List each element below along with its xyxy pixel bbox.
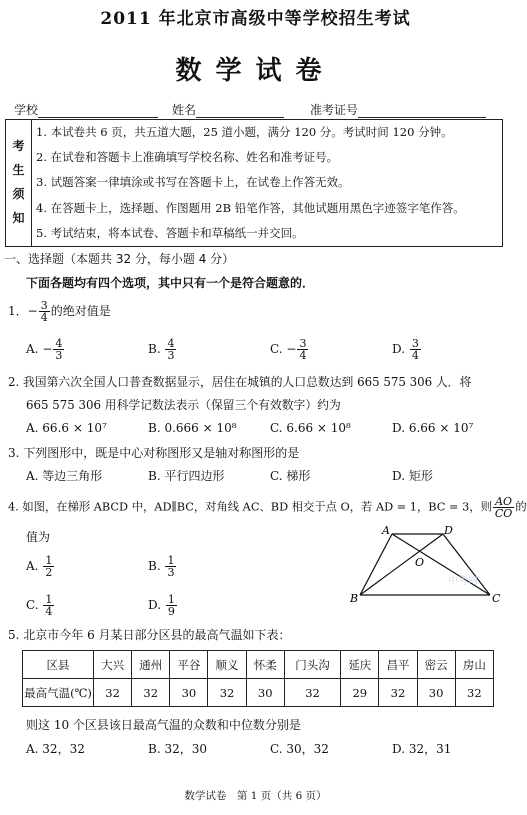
question-3-option-c[interactable]: C. 梯形 [270,469,311,483]
option-label: B. [148,342,161,356]
question-5-question: 则这 10 个区县该日最高气温的众数和中位数分别是 [26,718,301,732]
stem-end: 的 [515,500,527,514]
notice-label-char: 知 [12,211,25,225]
numerator: 4 [167,337,175,350]
vertex-label-o: O [415,556,425,569]
table-cell: 通州 [132,651,170,679]
numerator: 4 [55,337,63,350]
question-number: 1． [8,304,28,318]
school-blank [38,105,158,118]
fraction [39,300,50,323]
denominator: 4 [411,349,419,362]
name-field [172,101,284,118]
table-cell: 怀柔 [246,651,284,679]
notice-item: 2. 在试卷和答题卡上准确填写学校名称、姓名和准考证号。 [36,150,339,165]
diagonal-bd [360,534,443,595]
notice-label-char: 生 [12,163,25,177]
notice-item: 1. 本试卷共 6 页，共五道大题，25 道小题，满分 120 分。考试时间 120 分钟。 [36,125,453,139]
table-cell: 32 [284,679,340,707]
school-label: 学校 [14,103,39,117]
question-4-line-2: 值为 [26,530,51,544]
table-cell: 最高气温(℃) [23,679,94,707]
candidate-notice-box [5,119,503,247]
sign: − [286,342,297,356]
table-cell: 29 [341,679,379,707]
numerator: 3 [40,299,48,312]
ratio-fraction [493,496,514,519]
table-cell: 房山 [455,651,493,679]
question-5-option-c[interactable]: C. 30，32 [270,742,329,756]
option-label: A. [26,559,39,573]
vertex-label-d: D [444,524,453,537]
fraction [165,338,176,361]
table-cell: 平谷 [170,651,208,679]
question-3-option-a[interactable]: A. 等边三角形 [26,469,103,483]
denominator: 4 [45,605,53,618]
vertex-label-a: A [382,524,390,537]
notice-label [6,120,32,246]
question-5-option-a[interactable]: A. 32，32 [26,742,85,756]
denominator: 9 [167,605,175,618]
notice-item: 4. 在答题卡上，选择题、作图题用 2B 铅笔作答，其他试题用黑色字迹签字笔作答。 [36,200,465,215]
question-4-option-b[interactable] [148,555,177,578]
table-cell: 32 [94,679,132,707]
question-2-option-d[interactable]: D. 6.66 × 10⁷ [392,421,474,435]
table-cell: 密云 [417,651,455,679]
option-label: D. [148,598,162,612]
question-5-option-b[interactable]: B. 32，30 [148,742,207,756]
fraction [43,594,54,617]
fraction [43,555,54,578]
notice-label-char: 须 [12,187,25,201]
numerator: 1 [45,554,53,567]
exam-number-blank [358,105,486,118]
question-1-option-c[interactable] [270,338,309,361]
table-cell: 昌平 [379,651,417,679]
temperature-table [22,650,494,707]
fraction [166,594,177,617]
question-1-option-d[interactable] [392,338,422,361]
denominator: 3 [55,349,63,362]
question-3-option-b[interactable]: B. 平行四边形 [148,469,225,483]
question-1-stem [8,300,111,323]
question-4-stem [8,496,527,519]
exam-number-field [310,101,486,118]
vertex-label-c: C [492,592,501,605]
question-4-option-d[interactable] [148,594,178,617]
exam-title: 2011 年北京市高级中等学校招生考试 [100,9,411,29]
table-cell: 延庆 [341,651,379,679]
sign: − [42,342,53,356]
option-label: A. [26,342,39,356]
numerator: 3 [299,337,307,350]
numerator: 1 [167,554,175,567]
sign: − [27,304,38,318]
section-heading: 一、选择题（本题共 32 分，每小题 4 分） [4,252,235,266]
fraction [165,555,176,578]
denominator: 3 [167,566,175,579]
fraction [53,338,64,361]
denominator: 4 [299,349,307,362]
table-cell: 门头沟 [284,651,340,679]
section-instruction: 下面各题均有四个选项，其中只有一个是符合题意的． [26,276,315,290]
table-header-row [23,651,494,679]
denominator: 2 [45,566,53,579]
table-cell: 30 [417,679,455,707]
notice-label-char: 考 [12,139,25,153]
question-2-option-a[interactable]: A. 66.6 × 10⁷ [26,421,107,435]
option-label: D. [392,342,406,356]
question-1-option-a[interactable] [26,338,65,361]
option-label: C. [270,342,283,356]
option-label: B. [148,559,161,573]
numerator: 1 [45,593,53,606]
question-3-stem: 3. 下列图形中，既是中心对称图形又是轴对称图形的是 [8,446,300,460]
question-5-option-d[interactable]: D. 32，31 [392,742,452,756]
vertex-label-b: B [350,592,359,605]
table-cell: 顺义 [208,651,246,679]
name-blank [196,105,284,118]
edge-ab [360,534,392,595]
notice-item: 5. 考试结束，将本试卷、答题卡和草稿纸一并交回。 [36,225,304,240]
notice-items [36,120,500,246]
question-5-stem: 5. 北京市今年 6 月某日部分区县的最高气温如下表： [8,628,291,642]
name-label: 姓名 [172,103,197,117]
trapezoid-figure [340,522,510,612]
stem-text: 4. 如图，在梯形 ABCD 中，AD∥BC，对角线 AC、BD 相交于点 O，若 AD = 1，BC = 3，则 [8,500,492,514]
denominator: 4 [40,311,48,324]
denominator: 3 [167,349,175,362]
table-cell: 32 [379,679,417,707]
table-cell: 30 [170,679,208,707]
denominator: CO [494,507,513,520]
watermark-text: 中考网 [448,576,478,587]
school-field [14,101,158,118]
stem-text: 的绝对值是 [50,304,111,318]
page-footer: 数学试卷 第 1 页（共 6 页） [184,790,327,802]
numerator: AO [493,496,514,508]
exam-subtitle: 数学试卷 [175,56,336,86]
table-cell: 30 [246,679,284,707]
fraction [410,338,421,361]
option-label: C. [26,598,39,612]
question-2-option-c[interactable]: C. 6.66 × 10⁸ [270,421,351,435]
table-cell: 32 [132,679,170,707]
table-cell: 32 [455,679,493,707]
exam-number-label: 准考证号 [310,103,359,117]
question-1-option-b[interactable] [148,338,177,361]
question-4-option-a[interactable] [26,555,55,578]
question-4-option-c[interactable] [26,594,55,617]
question-2-line-2: 665 575 306 用科学记数法表示（保留三个有效数字）约为 [26,398,341,412]
notice-item: 3. 试题答案一律填涂或书写在答题卡上，在试卷上作答无效。 [36,175,350,190]
question-2-line-1: 2. 我国第六次全国人口普查数据显示，居住在城镇的人口总数达到 665 575 306 人．将 [8,375,472,389]
table-row [23,679,494,707]
table-cell: 区县 [23,651,94,679]
question-2-option-b[interactable]: B. 0.666 × 10⁸ [148,421,237,435]
table-cell: 32 [208,679,246,707]
numerator: 1 [167,593,175,606]
fraction [297,338,308,361]
numerator: 3 [411,337,419,350]
question-3-option-d[interactable]: D. 矩形 [392,469,433,483]
table-cell: 大兴 [94,651,132,679]
